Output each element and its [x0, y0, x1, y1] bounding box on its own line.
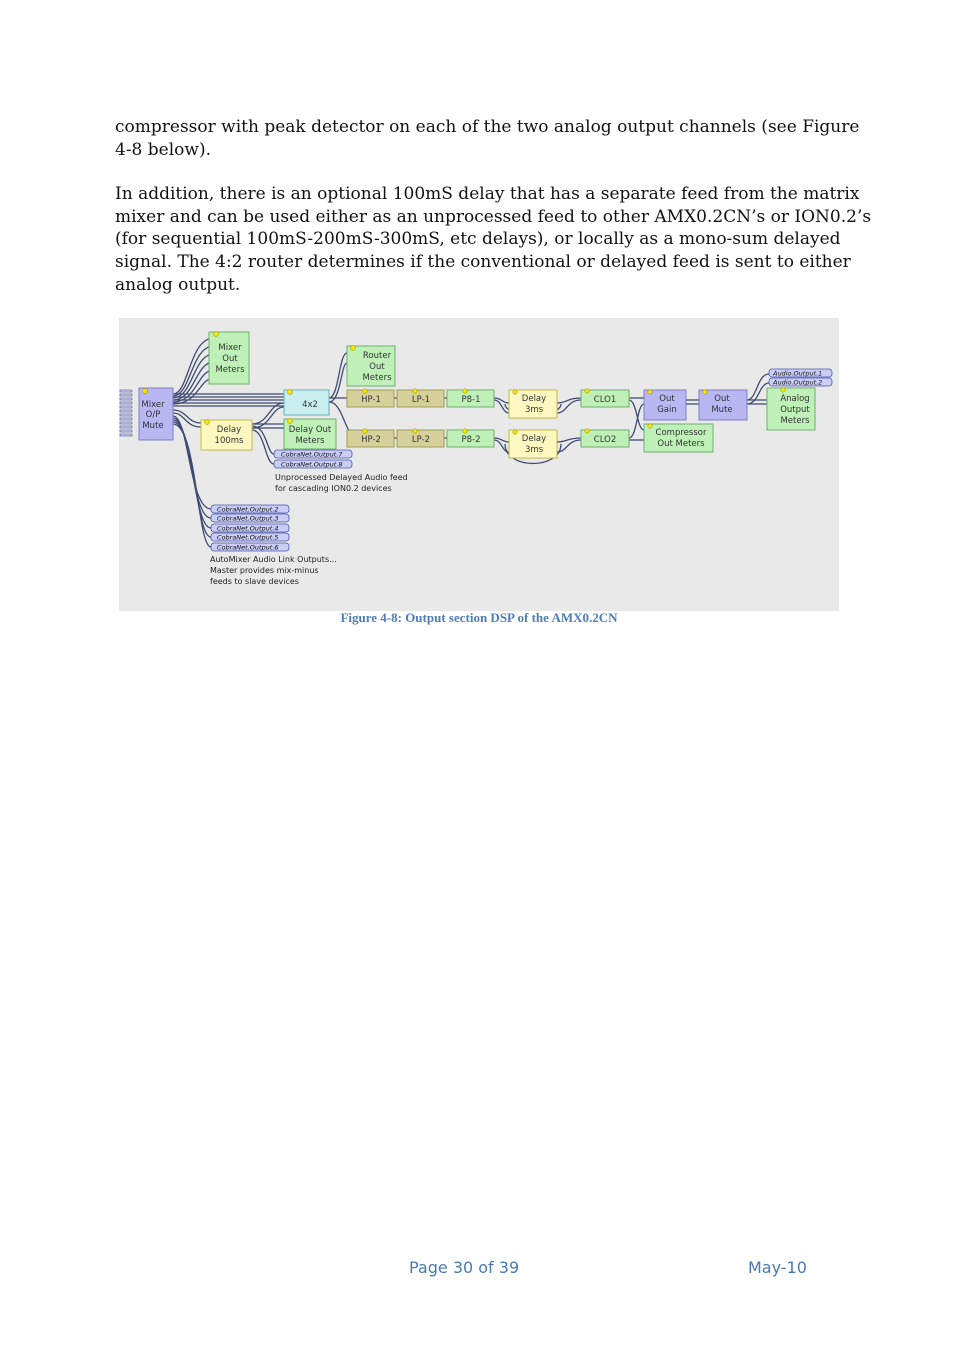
tag-label: CobraNet.Output.5 — [217, 533, 279, 542]
delay-100ms-block — [201, 420, 252, 451]
router-out-meters-block — [347, 346, 395, 387]
block-label: Delay — [216, 425, 242, 435]
audio-output-tags — [769, 369, 832, 387]
block-label: Meters — [362, 373, 392, 383]
block-label: LP-1 — [411, 395, 431, 405]
lp2-block — [397, 429, 444, 447]
figure-caption: Figure 4-8: Output section DSP of the AMX0.2CN — [340, 610, 618, 625]
block-label: CLO2 — [593, 435, 617, 445]
automixer-note — [210, 555, 337, 586]
block-label: Analog — [780, 394, 810, 404]
mixer-out-meters-block — [209, 332, 249, 385]
block-label: Meters — [215, 365, 245, 375]
block-label: Mixer — [218, 343, 242, 353]
text-line: mixer and can be used either as an unprocessed feed to other AMX0.2CN’s or ION0.2’s — [115, 206, 872, 227]
p8-2-block — [447, 429, 494, 447]
block-label: CLO1 — [593, 395, 617, 405]
block-label: HP-2 — [361, 435, 381, 445]
block-label: Mixer — [141, 400, 165, 410]
block-label: Meters — [780, 416, 810, 426]
out-mute-block — [699, 390, 747, 420]
analog-output-meters-block — [767, 388, 815, 430]
block-label: Output — [780, 405, 810, 415]
block-label: 100ms — [214, 436, 244, 446]
tag-label: CobraNet.Output.8 — [281, 460, 343, 469]
block-label: Delay Out — [288, 425, 332, 435]
hp1-block — [347, 389, 394, 407]
p8-1-block — [447, 389, 494, 407]
footer-page-number: Page 30 of 39 — [409, 1258, 520, 1277]
delay-out-meters-block — [284, 419, 336, 450]
tag-label: CobraNet.Output.4 — [217, 524, 279, 533]
block-label: Compressor — [655, 428, 707, 438]
delay-3ms-1-block — [509, 390, 557, 418]
router-4x2-block — [284, 390, 329, 416]
unprocessed-note — [275, 473, 408, 493]
note-line: AutoMixer Audio Link Outputs... — [210, 555, 337, 564]
lp1-block — [397, 389, 444, 407]
text-line: compressor with peak detector on each of the two analog output channels (see Figure — [115, 117, 860, 137]
text-line: In addition, there is an optional 100mS delay that has a separate feed from the matrix — [115, 184, 860, 204]
note-line: for cascading ION0.2 devices — [275, 484, 392, 493]
delay-3ms-2-block — [509, 430, 557, 458]
block-label: P8-2 — [461, 435, 481, 445]
block-label: HP-1 — [361, 395, 381, 405]
note-line: feeds to slave devices — [210, 577, 299, 586]
block-label: Gain — [657, 405, 677, 415]
block-label: Mute — [142, 421, 164, 431]
paragraph-delay — [115, 183, 872, 297]
block-label: P8-1 — [461, 395, 481, 405]
text-line: (for sequential 100mS-200mS-300mS, etc delays), or locally as a mono-sum delayed — [115, 229, 841, 250]
block-label: 3ms — [524, 445, 544, 455]
note-line: Unprocessed Delayed Audio feed — [275, 473, 408, 482]
block-label: 3ms — [524, 405, 544, 415]
block-label: Out — [369, 362, 385, 372]
mixer-op-mute-block — [120, 388, 173, 440]
block-label: Router — [362, 351, 392, 361]
tag-label: CobraNet.Output.2 — [217, 505, 279, 514]
text-line: signal. The 4:2 router determines if the conventional or delayed feed is sent to either — [115, 252, 851, 273]
tag-label: CobraNet.Output.6 — [217, 543, 279, 552]
clo1-block — [581, 389, 629, 407]
text-line: analog output. — [115, 274, 241, 295]
block-label: 4x2 — [302, 400, 318, 410]
block-label: O/P — [145, 410, 161, 420]
text-line: 4-8 below). — [115, 139, 211, 160]
block-label: Meters — [295, 436, 325, 446]
block-label: Out — [659, 394, 675, 404]
tag-label: Audio.Output.1 — [773, 369, 823, 378]
block-label: Delay — [521, 434, 547, 444]
note-line: Master provides mix-minus — [210, 566, 319, 575]
tag-label: CobraNet.Output.3 — [217, 514, 279, 523]
tag-label: Audio.Output.2 — [773, 378, 823, 387]
block-label: LP-2 — [411, 435, 431, 445]
block-label: Out Meters — [657, 439, 705, 449]
block-label: Out — [714, 394, 730, 404]
paragraph-compressor — [115, 116, 860, 161]
cobranet-automixer-tags — [211, 505, 289, 552]
clo2-block — [581, 429, 629, 447]
dsp-output-diagram — [119, 318, 839, 611]
cobranet-delay-tags — [274, 450, 352, 469]
tag-label: CobraNet.Output.7 — [281, 450, 343, 459]
block-label: Out — [222, 354, 238, 364]
compressor-out-meters-block — [644, 424, 713, 452]
hp2-block — [347, 429, 394, 447]
block-label: Delay — [521, 394, 547, 404]
dsp-diagram-canvas — [119, 318, 839, 611]
block-label: Mute — [711, 405, 733, 415]
out-gain-block — [644, 390, 686, 420]
footer-date: May-10 — [748, 1258, 807, 1277]
